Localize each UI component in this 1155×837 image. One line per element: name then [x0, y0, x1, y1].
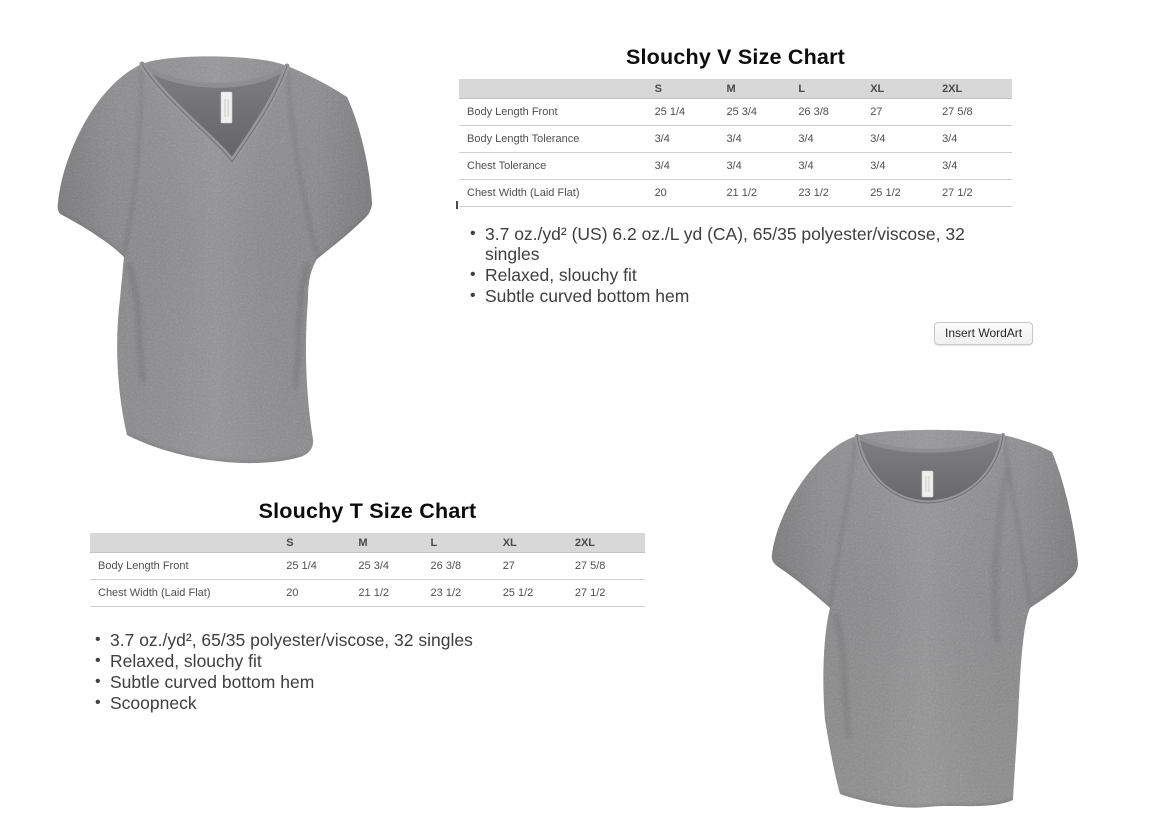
- t-product-bullets: [84, 630, 550, 714]
- header-cell-s: S: [653, 79, 725, 99]
- table-header-row: [459, 79, 1012, 99]
- bullet-item: • Subtle curved bottom hem: [485, 286, 991, 306]
- bullet-item: • 3.7 oz./yd², 65/35 polyester/viscose, 32 singles: [110, 630, 550, 650]
- v-neck-shirt-image: [40, 47, 390, 490]
- cell: 3/4: [724, 153, 796, 180]
- cell: 27 1/2: [573, 580, 645, 607]
- header-cell: [90, 533, 284, 553]
- v-product-bullets: [459, 224, 991, 307]
- table-row: [90, 553, 645, 580]
- row-label: Chest Width (Laid Flat): [459, 180, 653, 207]
- cell: 27: [868, 99, 940, 126]
- header-cell-xl: XL: [868, 79, 940, 99]
- cell: 3/4: [653, 153, 725, 180]
- v-size-chart-title: Slouchy V Size Chart: [625, 45, 846, 69]
- header-cell-l: L: [429, 533, 501, 553]
- cell: 20: [284, 580, 356, 607]
- cell: 3/4: [653, 126, 725, 153]
- cell: 20: [653, 180, 725, 207]
- bullet-item: • 3.7 oz./yd² (US) 6.2 oz./L yd (CA), 65/35 polyester/viscose, 32 singles: [485, 224, 991, 264]
- v-neck-shirt-graphic: [40, 47, 390, 490]
- row-label: Body Length Tolerance: [459, 126, 653, 153]
- header-cell-m: M: [724, 79, 796, 99]
- table-row: [459, 153, 1012, 180]
- cell: 23 1/2: [429, 580, 501, 607]
- cell: 26 3/8: [796, 99, 868, 126]
- cell: 25 1/2: [868, 180, 940, 207]
- row-label: Chest Tolerance: [459, 153, 653, 180]
- cell: 3/4: [940, 153, 1012, 180]
- cell: 25 3/4: [356, 553, 428, 580]
- row-label: Body Length Front: [459, 99, 653, 126]
- cell: 25 1/4: [284, 553, 356, 580]
- cell: 27 5/8: [573, 553, 645, 580]
- table-row: [459, 99, 1012, 126]
- header-cell-2xl: 2XL: [940, 79, 1012, 99]
- header-cell-s: S: [284, 533, 356, 553]
- cell: 3/4: [868, 126, 940, 153]
- table-row: [459, 126, 1012, 153]
- cell: 25 3/4: [724, 99, 796, 126]
- cell: 27: [501, 553, 573, 580]
- cell: 21 1/2: [724, 180, 796, 207]
- cell: 3/4: [940, 126, 1012, 153]
- t-size-chart-title: Slouchy T Size Chart: [258, 499, 477, 523]
- cell: 21 1/2: [356, 580, 428, 607]
- table-header-row: [90, 533, 645, 553]
- cell: 26 3/8: [429, 553, 501, 580]
- neck-tag: [922, 471, 933, 497]
- cell: 3/4: [796, 153, 868, 180]
- header-cell-xl: XL: [501, 533, 573, 553]
- cell: 23 1/2: [796, 180, 868, 207]
- t-size-chart-section: [90, 499, 645, 607]
- bullet-item: • Relaxed, slouchy fit: [110, 651, 550, 671]
- cell: 27 5/8: [940, 99, 1012, 126]
- cell: 3/4: [724, 126, 796, 153]
- t-size-chart-table: [90, 533, 645, 607]
- header-cell-l: L: [796, 79, 868, 99]
- header-cell-m: M: [356, 533, 428, 553]
- v-size-chart-table: [459, 79, 1012, 207]
- table-row: [459, 180, 1012, 207]
- neck-tag: [221, 92, 232, 123]
- text-cursor: [456, 201, 458, 209]
- bullet-item: • Relaxed, slouchy fit: [485, 265, 991, 285]
- bullet-item: • Scoopneck: [110, 693, 550, 713]
- v-size-chart-section: [459, 45, 1012, 207]
- cell: 3/4: [796, 126, 868, 153]
- header-cell: [459, 79, 653, 99]
- table-row: [90, 580, 645, 607]
- cell: 27 1/2: [940, 180, 1012, 207]
- insert-wordart-button[interactable]: Insert WordArt: [934, 322, 1033, 345]
- row-label: Body Length Front: [90, 553, 284, 580]
- scoopneck-shirt-image: [755, 428, 1115, 813]
- scoopneck-shirt-graphic: [755, 428, 1115, 813]
- cell: 3/4: [868, 153, 940, 180]
- header-cell-2xl: 2XL: [573, 533, 645, 553]
- bullet-item: • Subtle curved bottom hem: [110, 672, 550, 692]
- row-label: Chest Width (Laid Flat): [90, 580, 284, 607]
- cell: 25 1/4: [653, 99, 725, 126]
- cell: 25 1/2: [501, 580, 573, 607]
